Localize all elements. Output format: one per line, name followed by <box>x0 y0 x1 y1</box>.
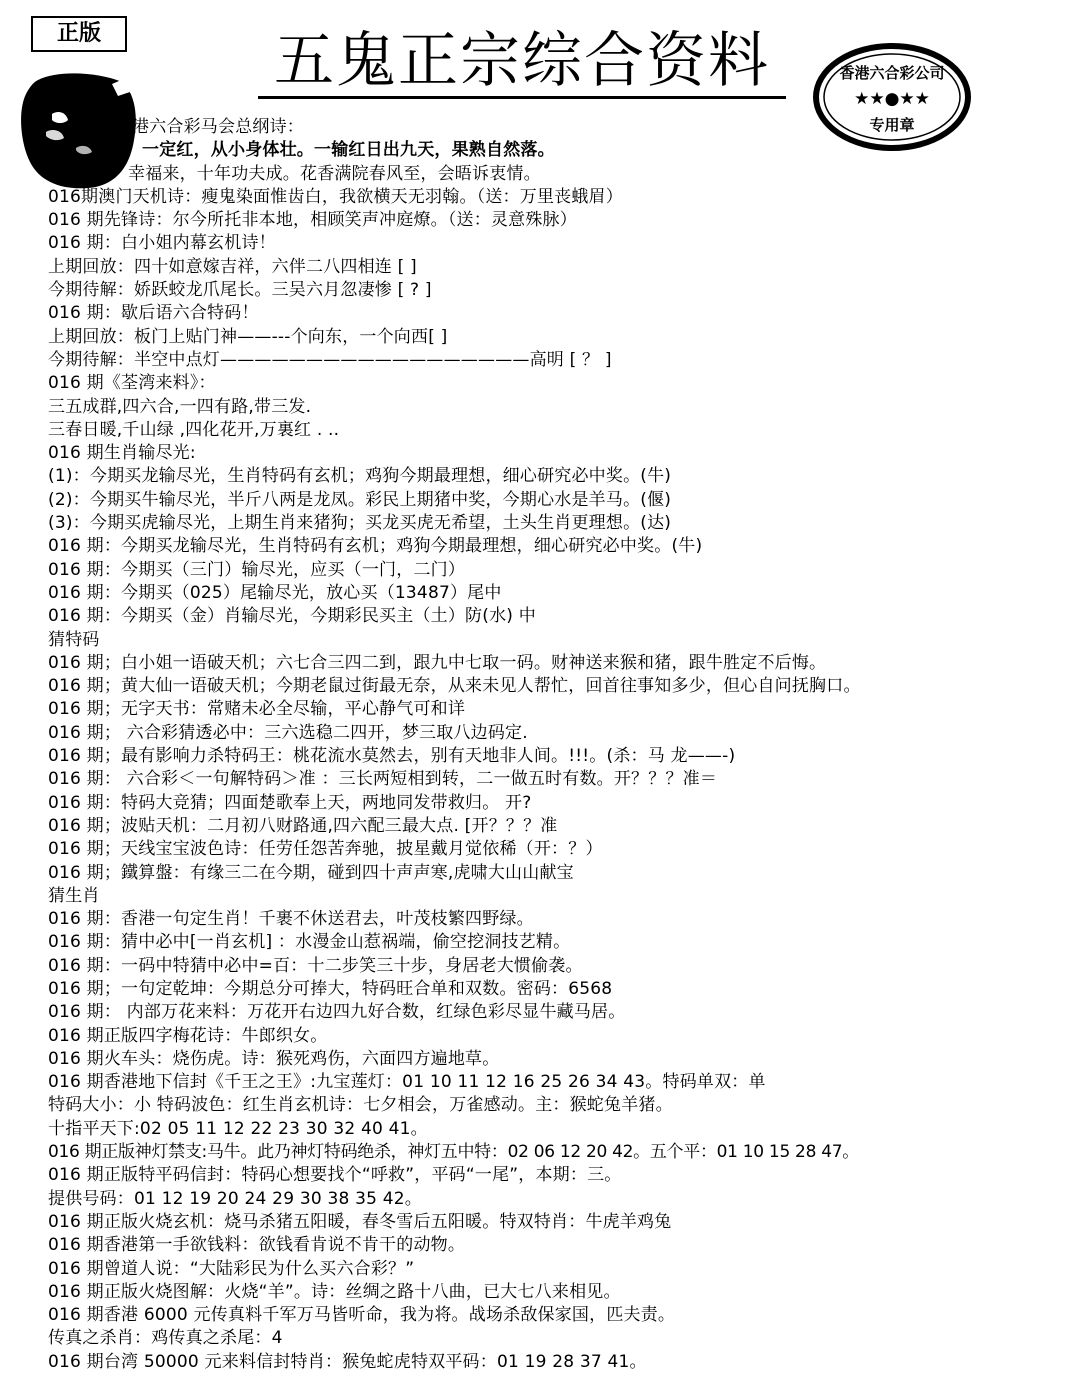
title-underline <box>258 96 786 99</box>
text-line: 016 期；波贴天机：二月初八财路通,四六配三最大点. [开？？？准 <box>48 815 558 836</box>
text-line: 016 期香港 6000 元传真料千军万马皆听命，我为将。战场杀敌保家国，匹夫责。 <box>48 1305 676 1326</box>
text-line: 016 期；一句定乾坤：今期总分可捧大，特码旺合单和双数。密码：6568 <box>48 978 613 999</box>
text-line: 一定红，从小身体壮。一输红日出九天，果熟自然落。 <box>142 140 555 161</box>
section-heading: 猜生肖 <box>48 885 100 906</box>
text-line: 016 期正版火烧玄机：烧马杀猪五阳暖，春冬雪后五阳暖。特双特肖：牛虎羊鸡兔 <box>48 1211 672 1232</box>
text-line: 016期澳门天机诗：瘦鬼染面惟齿白，我欲横天无羽翰。（送：万里丧蛾眉） <box>48 186 623 207</box>
text-line: 三春日暖,千山绿 ,四化花开,万裏红 . .. <box>48 419 340 440</box>
text-line: 特码大小：小 特码波色：红生肖玄机诗：七夕相会，万雀感动。主：猴蛇兔羊猪。 <box>48 1095 673 1116</box>
text-line: 016 期；无字天书：常赌未必全尽输，平心静气可和详 <box>48 699 466 720</box>
text-line: 016 期： 六合彩＜一句解特码＞准 ：三长两短相到转，二一做五时有数。开？？？准＝ <box>48 769 718 790</box>
text-line: 三五成群,四六合,一四有路,带三发. <box>48 396 312 417</box>
text-line: 016 期曾道人说：“大陆彩民为什么买六合彩？” <box>48 1258 415 1279</box>
text-line: 016 期：歇后语六合特码！ <box>48 303 259 324</box>
text-line: 今期待解：娇跃蛟龙爪尾长。三吴六月忽凄惨 [ ? ] <box>48 280 432 301</box>
text-line: 016 期：猜中必中[一肖玄机] ：水漫金山惹祸端，偷空挖洞技艺精。 <box>48 932 571 953</box>
text-line: 016 期生肖输尽光: <box>48 443 196 464</box>
text-line: 016 期；白小姐一语破天机；六七合三四二到，跟九中七取一码。财神送来猴和猪，跟牛胜定不后悔。 <box>48 652 827 673</box>
text-line: (1)：今期买龙输尽光，生肖特码有玄机；鸡狗今期最理想，细心研究必中奖。(牛) <box>48 466 672 487</box>
text-line: 016 期正版特平码信封：特码心想要找个“呼救”，平码“一尾”，本期：三。 <box>48 1165 622 1186</box>
text-line: 016 期台湾 50000 元来料信封特肖：猴兔蛇虎特双平码：01 19 28 37 41。 <box>48 1351 647 1372</box>
text-line: 016 期：特码大竞猜；四面楚歌奉上天，两地同发带救归。 开? <box>48 792 532 813</box>
page-title: 五鬼正宗综合资料 <box>274 26 770 96</box>
text-line: 016 期：香港一句定生肖！千裹不休送君去，叶茂枝繁四野绿。 <box>48 909 534 930</box>
text-line: 016 期； 六合彩猜透必中：三六选稳二四开，梦三取八边码定. <box>48 722 528 743</box>
text-line: 016 期：今期买（025）尾输尽光，放心买（13487）尾中 <box>48 582 502 603</box>
text-line: 今期待解：半空中点灯——————————————————高明 [ ？ ] <box>48 349 612 370</box>
text-line: 十指平天下:02 05 11 12 22 23 30 32 40 41。 <box>48 1118 428 1139</box>
text-line: (2)：今期买牛输尽光，半斤八两是龙凤。彩民上期猪中奖，今期心水是羊马。(偃) <box>48 489 672 510</box>
seal-stars: ★★●★★ <box>854 89 930 109</box>
content-body <box>48 116 1068 1374</box>
text-line: (3)：今期买虎输尽光，上期生肖来猪狗；买龙买虎无希望，土头生肖更理想。(达) <box>48 513 672 534</box>
text-line: 016 期香港地下信封《千王之王》:九宝莲灯：01 10 11 12 16 25 26 34 43。特码单双：单 <box>48 1072 766 1093</box>
seal-top-text: 香港六合彩公司 <box>839 64 945 82</box>
text-line: 港六合彩马会总纲诗： <box>132 117 304 137</box>
text-line: 016 期；最有影响力杀特码王：桃花流水莫然去，别有天地非人间。!!!。(杀：马 龙——-) <box>48 746 736 767</box>
text-line: 016 期：白小姐内幕玄机诗！ <box>48 233 276 254</box>
seal-bottom-text: 专用章 <box>869 116 915 134</box>
text-line: 016 期：今期买（三门）输尽光，应买（一门，二门） <box>48 559 466 580</box>
text-line: 016 期；黄大仙一语破天机；今期老鼠过街最无奈，从来未见人帮忙，回首往事知多少，但心自问抚胸口。 <box>48 676 861 697</box>
text-line: 016 期：今期买龙输尽光，生肖特码有玄机；鸡狗今期最理想，细心研究必中奖。(牛) <box>48 536 703 557</box>
text-line: 016 期香港第一手欲钱料：欲钱看肯说不肯干的动物。 <box>48 1235 466 1256</box>
text-line: 016 期： 内部万花来料：万花开右边四九好合数，红绿色彩尽显牛藏马居。 <box>48 1002 626 1023</box>
text-line: 016 期；鐵算盤：有缘三二在今期，碰到四十声声寒,虎啸大山山献宝 <box>48 862 574 883</box>
text-line: 上期回放：四十如意嫁吉祥，六伴二八四相连 [ ] <box>48 256 417 277</box>
text-line: 016 期：今期买（金）肖输尽光，今期彩民买主（土）防(水) 中 <box>48 606 536 627</box>
text-line: 016 期正版神灯禁支:马牛。此乃神灯特码绝杀，神灯五中特：02 06 12 20 42。五个平：01 10 15 28 47。 <box>48 1142 859 1163</box>
text-line: 上期回放：板门上贴门神——---个向东，一个向西[ ] <box>48 326 448 347</box>
section-heading: 猜特码 <box>48 629 100 650</box>
text-line: 幸福来，十年功夫成。花香满院春风至，会晤诉衷情。 <box>128 163 541 184</box>
text-line: 016 期：一码中特猜中必中=百：十二步笑三十步，身居老大惯偷袭。 <box>48 955 583 976</box>
text-line: 016 期《荃湾来料》： <box>48 373 216 394</box>
text-line: 提供号码：01 12 19 20 24 29 30 38 35 42。 <box>48 1188 422 1209</box>
text-line: 传真之杀肖：鸡传真之杀尾：4 <box>48 1328 283 1349</box>
text-line: 016 期；天线宝宝波色诗：任劳任怨苦奔驰，披星戴月觉依稀（开：？） <box>48 839 603 860</box>
text-line: 016 期先锋诗：尔今所托非本地，相顾笑声冲庭燎。（送：灵意殊脉） <box>48 210 577 231</box>
text-line: 016 期火车头：烧伤虎。诗：猴死鸡伤，六面四方遍地草。 <box>48 1048 500 1069</box>
text-line: 016 期正版四字梅花诗：牛郎织女。 <box>48 1025 328 1046</box>
text-line: 016 期正版火烧图解：火烧“羊”。诗：丝绸之路十八曲，已大七八来相见。 <box>48 1281 621 1302</box>
authentic-badge: 正版 <box>31 16 127 52</box>
